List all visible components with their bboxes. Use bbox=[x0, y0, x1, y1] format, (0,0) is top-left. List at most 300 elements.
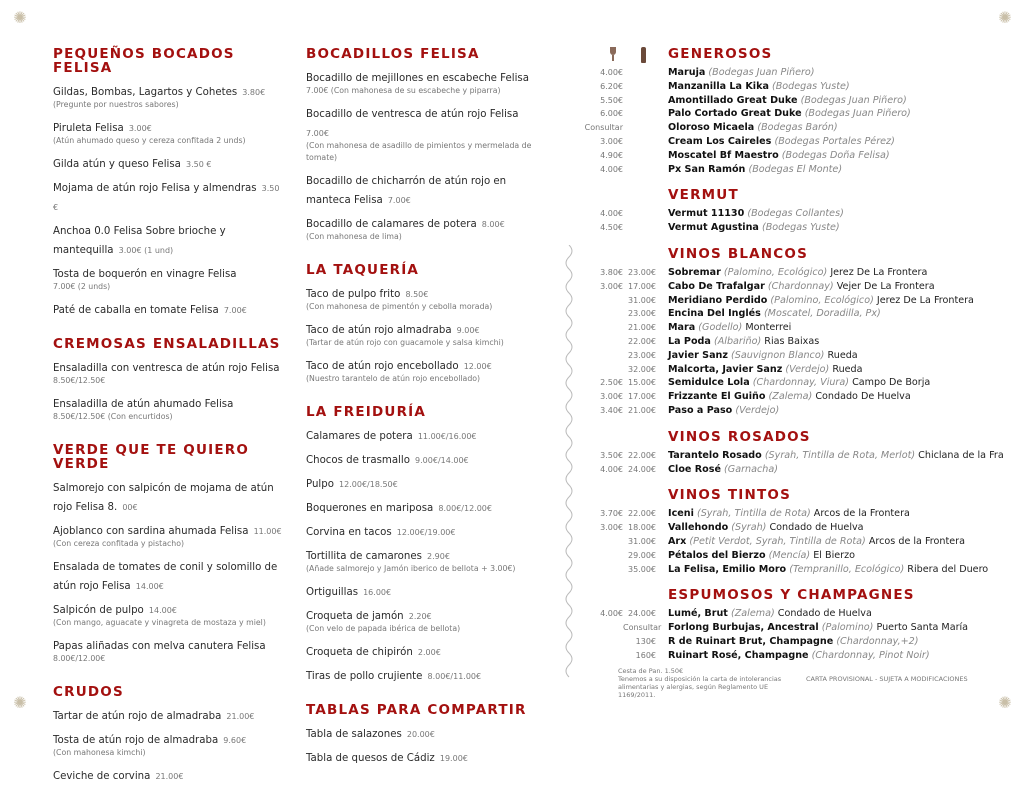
wine-name: Sobremar bbox=[668, 266, 721, 278]
wine-name: Px San Ramón bbox=[668, 163, 746, 175]
menu-item bbox=[53, 519, 285, 550]
wine-origin: Campo De Borja bbox=[852, 377, 931, 389]
wine-row bbox=[580, 449, 1020, 463]
wine-grape: (Bodegas El Monte) bbox=[748, 163, 843, 175]
glass-price: 4.90€ bbox=[600, 150, 623, 160]
menu-item bbox=[53, 298, 285, 317]
menu-item bbox=[306, 66, 546, 97]
item-name: Boquerones en mariposa bbox=[306, 503, 434, 514]
glass-price: 3.70€ bbox=[600, 509, 623, 519]
wine-entry bbox=[668, 521, 864, 535]
section-heading: CREMOSAS ENSALADILLAS bbox=[53, 336, 281, 352]
item-price: 3.50 € bbox=[186, 160, 212, 169]
bottle-price: 31.00€ bbox=[628, 295, 656, 305]
item-name: Papas aliñadas con melva canutera Felisa bbox=[53, 641, 266, 652]
item-price: 7.00€ bbox=[223, 306, 247, 315]
bottle-price bbox=[623, 66, 656, 80]
menu-item bbox=[306, 722, 546, 741]
item-price: 8.00€/11.00€ bbox=[427, 672, 482, 681]
wine-origin: Rias Baixas bbox=[764, 335, 820, 347]
wine-name: Javier Sanz bbox=[668, 349, 728, 361]
wine-entry bbox=[668, 390, 911, 404]
wine-row bbox=[580, 163, 1020, 177]
wine-row bbox=[580, 649, 1020, 663]
menu-item bbox=[53, 356, 285, 387]
item-note: 8.00€/12.00€ bbox=[53, 654, 106, 663]
wine-entry bbox=[668, 107, 911, 121]
item-name: Piruleta Felisa bbox=[53, 123, 124, 134]
menu-item bbox=[306, 604, 546, 635]
menu-item bbox=[53, 262, 285, 293]
wine-grape: (Syrah, Tintilla de Rota, Merlot) bbox=[764, 449, 916, 461]
item-name: Tiras de pollo crujiente bbox=[306, 671, 423, 682]
item-name: Taco de atún rojo encebollado bbox=[306, 361, 459, 372]
footer-notes bbox=[618, 667, 798, 699]
wine-grape: (Mencía) bbox=[768, 549, 811, 561]
item-name: Croqueta de jamón bbox=[306, 611, 404, 622]
section-heading: LA FREIDURÍA bbox=[306, 404, 427, 420]
bottle-price: 29.00€ bbox=[628, 550, 656, 560]
wine-row bbox=[580, 294, 1020, 308]
wine-grape: (Moscatel, Doradilla, Px) bbox=[763, 308, 881, 320]
wine-entry bbox=[668, 376, 930, 390]
wine-origin: Jerez De La Frontera bbox=[830, 266, 928, 278]
wine-row bbox=[580, 335, 1020, 349]
wine-row bbox=[580, 521, 1020, 535]
menu-item bbox=[306, 424, 546, 443]
wine-row bbox=[580, 535, 1020, 549]
wine-name: Paso a Paso bbox=[668, 404, 733, 416]
menu-section bbox=[53, 685, 285, 783]
section-heading: TABLAS PARA COMPARTIR bbox=[306, 702, 527, 718]
item-price: 2.90€ bbox=[427, 552, 450, 561]
menu-item bbox=[306, 169, 546, 207]
item-note: (Pregunte por nuestros sabores) bbox=[53, 100, 179, 109]
wine-grape: (Syrah, Tintilla de Rota) bbox=[696, 508, 811, 520]
glass-price: 4.50€ bbox=[600, 223, 623, 233]
wine-section bbox=[580, 588, 1020, 662]
wine-row bbox=[580, 80, 1020, 94]
wine-name: Palo Cortado Great Duke bbox=[668, 108, 802, 120]
bottle-price bbox=[623, 135, 656, 149]
wine-row bbox=[580, 376, 1020, 390]
wine-row bbox=[580, 207, 1020, 221]
wine-origin: Condado de Huelva bbox=[777, 608, 872, 620]
item-note: 8.50€/12.50€ bbox=[53, 376, 106, 385]
wine-name: Semidulce Lola bbox=[668, 377, 750, 389]
item-price: 12.00€ bbox=[463, 362, 492, 371]
menu-item bbox=[53, 176, 285, 214]
menu-item bbox=[306, 472, 546, 491]
wine-grape: (Verdejo) bbox=[785, 363, 830, 375]
glass-price: Consultar bbox=[584, 123, 623, 133]
wine-row bbox=[580, 266, 1020, 280]
wine-row bbox=[580, 607, 1020, 621]
wine-entry bbox=[668, 621, 968, 635]
wine-row bbox=[580, 563, 1020, 577]
wine-grape: (Bodegas Barón) bbox=[757, 122, 838, 134]
section-heading: CRUDOS bbox=[53, 684, 124, 700]
wine-grape: (Chardonnay, Viura) bbox=[752, 377, 850, 389]
menu-item bbox=[53, 476, 285, 514]
wine-entry bbox=[668, 363, 863, 377]
bottle-price: 21.00€ bbox=[628, 323, 656, 333]
item-name: Salmorejo con salpicón de mojama de atún rojo Felisa 8. bbox=[53, 483, 274, 513]
wine-grape: (Bodegas Portales Pérez) bbox=[774, 135, 895, 147]
item-price: 3.00€ bbox=[128, 124, 152, 133]
bottle-price: 31.00€ bbox=[628, 536, 656, 546]
wine-name: Pétalos del Bierzo bbox=[668, 549, 766, 561]
wine-entry bbox=[668, 535, 965, 549]
wine-origin: Condado de Huelva bbox=[769, 522, 864, 534]
wine-grape: (Verdejo) bbox=[735, 404, 780, 416]
glass-price bbox=[580, 535, 623, 549]
wine-name: Frizzante El Guiño bbox=[668, 391, 766, 403]
wine-name: Cream Los Caireles bbox=[668, 135, 772, 147]
wine-grape: (Palomino, Ecológico) bbox=[770, 294, 874, 306]
item-price: 11.00€ bbox=[253, 527, 282, 536]
glass-price bbox=[580, 335, 623, 349]
food-column-1 bbox=[53, 47, 285, 803]
wine-entry bbox=[668, 80, 850, 94]
glass-price: 3.00€ bbox=[600, 523, 623, 533]
menu-item bbox=[306, 212, 546, 243]
wine-origin: Condado De Huelva bbox=[815, 391, 911, 403]
menu-item bbox=[306, 746, 546, 765]
menu-item bbox=[53, 392, 285, 423]
wine-grape: (Bodegas Yuste) bbox=[761, 222, 840, 234]
wine-origin: Rueda bbox=[832, 363, 863, 375]
menu-item bbox=[306, 496, 546, 515]
wine-grape: (Palomino, Ecológico) bbox=[723, 266, 828, 278]
wine-name: La Poda bbox=[668, 335, 711, 347]
section-heading: VINOS ROSADOS bbox=[668, 428, 811, 445]
item-price: 14.00€ bbox=[148, 606, 177, 615]
bottle-price: 17.00€ bbox=[628, 281, 656, 291]
wine-entry bbox=[668, 607, 872, 621]
item-note: (Nuestro tarantelo de atún rojo encebollado) bbox=[306, 374, 481, 383]
bottle-price: 22.00€ bbox=[628, 450, 656, 460]
wine-entry bbox=[668, 321, 791, 335]
menu-item bbox=[53, 152, 285, 171]
wine-origin: Jerez De La Frontera bbox=[876, 294, 974, 306]
section-heading: VERDE QUE TE QUIERO VERDE bbox=[53, 442, 250, 472]
item-name: Tartar de atún rojo de almadraba bbox=[53, 711, 222, 722]
bottle-price bbox=[623, 207, 656, 221]
wine-row bbox=[580, 621, 1020, 635]
item-name: Bocadillo de calamares de potera bbox=[306, 219, 477, 230]
wine-row bbox=[580, 94, 1020, 108]
glass-price: 3.50€ bbox=[600, 450, 623, 460]
bottle-price: 23.00€ bbox=[628, 267, 656, 277]
menu-section bbox=[306, 263, 546, 385]
item-price: 12.00€/19.00€ bbox=[396, 528, 456, 537]
menu-item bbox=[306, 544, 546, 575]
item-price: 8.00€/12.00€ bbox=[438, 504, 492, 513]
item-price: 8.00€ bbox=[481, 220, 505, 229]
item-note: (Tartar de atún rojo con guacamole y salsa kimchi) bbox=[306, 338, 504, 347]
menu-item bbox=[306, 282, 546, 313]
corner-ornament-icon: ✺ bbox=[13, 8, 27, 27]
item-price: 21.00€ bbox=[155, 772, 184, 781]
item-name: Bocadillo de mejillones en escabeche Felisa bbox=[306, 73, 529, 84]
wine-grape: (Tempranillo, Ecológico) bbox=[789, 563, 905, 575]
menu-item bbox=[53, 634, 285, 665]
item-price: 8.50€ bbox=[405, 290, 429, 299]
item-name: Gildas, Bombas, Lagartos y Cohetes bbox=[53, 87, 238, 98]
wine-entry bbox=[668, 266, 927, 280]
wine-grape: (Chardonnay) bbox=[767, 280, 834, 292]
item-price: 11.00€/16.00€ bbox=[417, 432, 477, 441]
glass-price: 6.20€ bbox=[600, 81, 623, 91]
wine-grape: (Bodegas Yuste) bbox=[771, 80, 850, 92]
section-heading: LA TAQUERÍA bbox=[306, 262, 420, 278]
wine-name: Meridiano Perdido bbox=[668, 294, 768, 306]
item-name: Anchoa 0.0 Felisa Sobre brioche y mantequilla bbox=[53, 226, 226, 256]
wine-entry bbox=[668, 549, 855, 563]
wine-section bbox=[580, 47, 1020, 176]
item-note: (Con velo de papada ibérica de bellota) bbox=[306, 624, 461, 633]
section-heading: BOCADILLOS FELISA bbox=[306, 46, 480, 62]
bottle-price bbox=[623, 121, 656, 135]
menu-item bbox=[53, 728, 285, 759]
wine-row bbox=[580, 349, 1020, 363]
wine-entry bbox=[668, 135, 895, 149]
glass-price: 3.00€ bbox=[600, 136, 623, 146]
bottle-price: 23.00€ bbox=[628, 350, 656, 360]
wine-row bbox=[580, 66, 1020, 80]
allergen-notice: Tenemos a su disposición la carta de intolerancias alimentarias y alergias, según Reglamento UE 1169/2011. bbox=[618, 675, 782, 699]
bottle-price: 23.00€ bbox=[628, 309, 656, 319]
wine-entry bbox=[668, 294, 974, 308]
glass-price: 3.00€ bbox=[600, 392, 623, 402]
wine-origin: Chiclana de la Fra bbox=[918, 449, 1004, 461]
wine-origin: Arcos de la Frontera bbox=[868, 535, 965, 547]
wine-section bbox=[580, 247, 1020, 418]
bottle-price: 17.00€ bbox=[628, 392, 656, 402]
item-price: 7.00€ bbox=[387, 196, 411, 205]
menu-item bbox=[53, 598, 285, 629]
glass-price bbox=[580, 363, 623, 377]
bottle-price bbox=[623, 94, 656, 108]
wine-grape: (Bodegas Juan Piñero) bbox=[800, 94, 907, 106]
item-note: 7.00€ (Con mahonesa de su escabeche y piparra) bbox=[306, 86, 501, 95]
wine-name: Vermut 11130 bbox=[668, 208, 745, 220]
glass-price: 4.00€ bbox=[600, 464, 623, 474]
wine-name: Cabo De Trafalgar bbox=[668, 280, 765, 292]
wine-grape: (Albariño) bbox=[713, 335, 762, 347]
bottle-price: 32.00€ bbox=[628, 364, 656, 374]
item-price: 19.00€ bbox=[439, 754, 468, 763]
item-price: 3.50 € bbox=[53, 184, 280, 212]
wine-grape: (Bodegas Juan Piñero) bbox=[804, 108, 911, 120]
item-name: Tosta de boquerón en vinagre Felisa bbox=[53, 269, 237, 280]
wine-origin: Vejer De La Frontera bbox=[836, 280, 935, 292]
wine-section bbox=[580, 430, 1020, 477]
wine-name: Manzanilla La Kika bbox=[668, 80, 769, 92]
wine-row bbox=[580, 107, 1020, 121]
corner-ornament-icon: ✺ bbox=[13, 693, 27, 712]
menu-item bbox=[53, 116, 285, 147]
glass-price bbox=[580, 563, 623, 577]
wine-row bbox=[580, 404, 1020, 418]
menu-item bbox=[306, 102, 546, 164]
bread-price: Cesta de Pan. 1.50€ bbox=[618, 667, 684, 675]
bottle-price: 22.00€ bbox=[628, 509, 656, 519]
wine-row bbox=[580, 549, 1020, 563]
wine-name: Forlong Burbujas, Ancestral bbox=[668, 622, 819, 634]
bottle-price: 160€ bbox=[635, 650, 656, 660]
wine-row bbox=[580, 363, 1020, 377]
item-price: 2.20€ bbox=[408, 612, 432, 621]
wine-origin: Puerto Santa María bbox=[876, 622, 969, 634]
wine-name: Tarantelo Rosado bbox=[668, 449, 762, 461]
menu-item bbox=[306, 640, 546, 659]
wine-name: Moscatel Bf Maestro bbox=[668, 149, 779, 161]
item-name: Mojama de atún rojo Felisa y almendras bbox=[53, 183, 257, 194]
wine-grape: (Bodegas Juan Piñero) bbox=[708, 67, 815, 78]
glass-price bbox=[580, 294, 623, 308]
item-price: 3.80€ bbox=[242, 88, 266, 97]
bottle-price: 22.00€ bbox=[628, 336, 656, 346]
wine-entry bbox=[668, 163, 842, 177]
item-name: Bocadillo de chicharrón de atún rojo en manteca Felisa bbox=[306, 176, 507, 206]
glass-price bbox=[580, 349, 623, 363]
wine-entry bbox=[668, 635, 919, 649]
item-price: 14.00€ bbox=[135, 582, 164, 591]
glass-price bbox=[580, 635, 623, 649]
item-name: Ajoblanco con sardina ahumada Felisa bbox=[53, 526, 249, 537]
item-note: (Con mahonesa de lima) bbox=[306, 232, 402, 241]
wine-name: Malcorta, Javier Sanz bbox=[668, 363, 783, 375]
item-name: Salpicón de pulpo bbox=[53, 605, 144, 616]
item-name: Ensalada de tomates de conil y solomillo de atún rojo Felisa bbox=[53, 562, 278, 592]
item-name: Tortillita de camarones bbox=[306, 551, 422, 562]
section-heading: ESPUMOSOS Y CHAMPAGNES bbox=[668, 587, 915, 604]
wine-entry bbox=[668, 66, 815, 80]
menu-item bbox=[53, 704, 285, 723]
item-name: Croqueta de chipirón bbox=[306, 647, 413, 658]
menu-section bbox=[306, 703, 546, 765]
wine-entry bbox=[668, 349, 858, 363]
item-name: Ensaladilla con ventresca de atún rojo Felisa bbox=[53, 363, 280, 374]
menu-section bbox=[306, 47, 546, 243]
wine-name: Arx bbox=[668, 535, 687, 547]
item-name: Bocadillo de ventresca de atún rojo Felisa bbox=[306, 109, 519, 120]
wine-grape: (Petit Verdot, Syrah, Tintilla de Rota) bbox=[689, 535, 866, 547]
wine-entry bbox=[668, 335, 819, 349]
glass-price: 4.00€ bbox=[600, 609, 623, 619]
item-price: 21.00€ bbox=[226, 712, 255, 721]
glass-price: 2.50€ bbox=[600, 378, 623, 388]
wine-entry bbox=[668, 94, 907, 108]
bottle-price: 130€ bbox=[635, 636, 656, 646]
wine-origin: Monterrei bbox=[745, 322, 792, 334]
glass-price bbox=[580, 649, 623, 663]
wine-name: Vermut Agustina bbox=[668, 222, 759, 234]
glass-price: 3.80€ bbox=[600, 267, 623, 277]
bottle-price bbox=[623, 221, 656, 235]
glass-price bbox=[580, 307, 623, 321]
section-heading: GENEROSOS bbox=[668, 46, 773, 62]
menu-item bbox=[306, 664, 546, 683]
item-note: 8.50€/12.50€ (Con encurtidos) bbox=[53, 412, 173, 421]
wine-entry bbox=[668, 507, 910, 521]
menu-item bbox=[53, 80, 285, 111]
menu-item bbox=[306, 354, 546, 385]
wine-grape: (Garnacha) bbox=[724, 463, 778, 475]
wine-entry bbox=[668, 221, 840, 235]
menu-section bbox=[53, 337, 285, 423]
wavy-divider bbox=[562, 245, 576, 685]
wine-name: Vallehondo bbox=[668, 522, 729, 534]
menu-item bbox=[53, 219, 285, 257]
bottle-price: Consultar bbox=[623, 623, 662, 633]
menu-item bbox=[306, 580, 546, 599]
glass-price: 6.00€ bbox=[600, 109, 623, 119]
wine-list bbox=[580, 47, 1020, 675]
wine-name: Mara bbox=[668, 322, 696, 334]
glass-price: 3.40€ bbox=[600, 405, 623, 415]
section-heading: VINOS BLANCOS bbox=[668, 245, 809, 262]
glass-price: 4.00€ bbox=[600, 209, 623, 219]
food-column-2 bbox=[306, 47, 546, 785]
wine-entry bbox=[668, 449, 1004, 463]
wine-entry bbox=[668, 280, 935, 294]
wine-row bbox=[580, 390, 1020, 404]
wine-entry bbox=[668, 121, 838, 135]
menu-section bbox=[53, 47, 285, 317]
item-note: (Con mango, aguacate y vinagreta de mostaza y miel) bbox=[53, 618, 266, 627]
menu-section bbox=[306, 405, 546, 683]
wine-origin: El Bierzo bbox=[813, 549, 856, 561]
corner-ornament-icon: ✺ bbox=[998, 693, 1012, 712]
item-price: 16.00€ bbox=[363, 588, 392, 597]
wine-name: Ruinart Rosé, Champagne bbox=[668, 649, 809, 661]
menu-item bbox=[306, 318, 546, 349]
wine-grape: (Bodegas Collantes) bbox=[747, 208, 844, 220]
glass-price: 3.00€ bbox=[600, 281, 623, 291]
item-price: 2.00€ bbox=[417, 648, 441, 657]
wine-section bbox=[580, 188, 1020, 235]
item-price: 7.00€ bbox=[306, 129, 329, 138]
wine-entry bbox=[668, 404, 779, 418]
wine-row bbox=[580, 121, 1020, 135]
item-name: Ensaladilla de atún ahumado Felisa bbox=[53, 399, 234, 410]
bottle-price: 21.00€ bbox=[628, 405, 656, 415]
section-heading: PEQUEÑOS BOCADOS FELISA bbox=[53, 46, 235, 76]
item-note: (Con mahonesa de asadillo de pimientos y mermelada de tomate) bbox=[306, 141, 532, 162]
wine-grape: (Chardonnay,+2) bbox=[836, 635, 919, 647]
wine-name: Oloroso Micaela bbox=[668, 122, 755, 134]
glass-price bbox=[580, 549, 623, 563]
bottle-price bbox=[623, 149, 656, 163]
glass-price bbox=[580, 621, 623, 635]
wine-row bbox=[580, 463, 1020, 477]
wine-entry bbox=[668, 563, 988, 577]
bottle-price: 35.00€ bbox=[628, 564, 656, 574]
glass-price bbox=[580, 321, 623, 335]
wine-grape: (Syrah) bbox=[731, 522, 767, 534]
wine-name: Maruja bbox=[668, 67, 706, 78]
provisional-notice: CARTA PROVISIONAL - SUJETA A MODIFICACIONES bbox=[806, 675, 968, 683]
item-price: 12.00€/18.50€ bbox=[339, 480, 398, 489]
glass-price: 4.00€ bbox=[600, 68, 623, 77]
item-name: Pulpo bbox=[306, 479, 334, 490]
wine-name: Encina Del Inglés bbox=[668, 308, 761, 320]
wine-name: Cloe Rosé bbox=[668, 463, 721, 475]
menu-item bbox=[306, 520, 546, 539]
